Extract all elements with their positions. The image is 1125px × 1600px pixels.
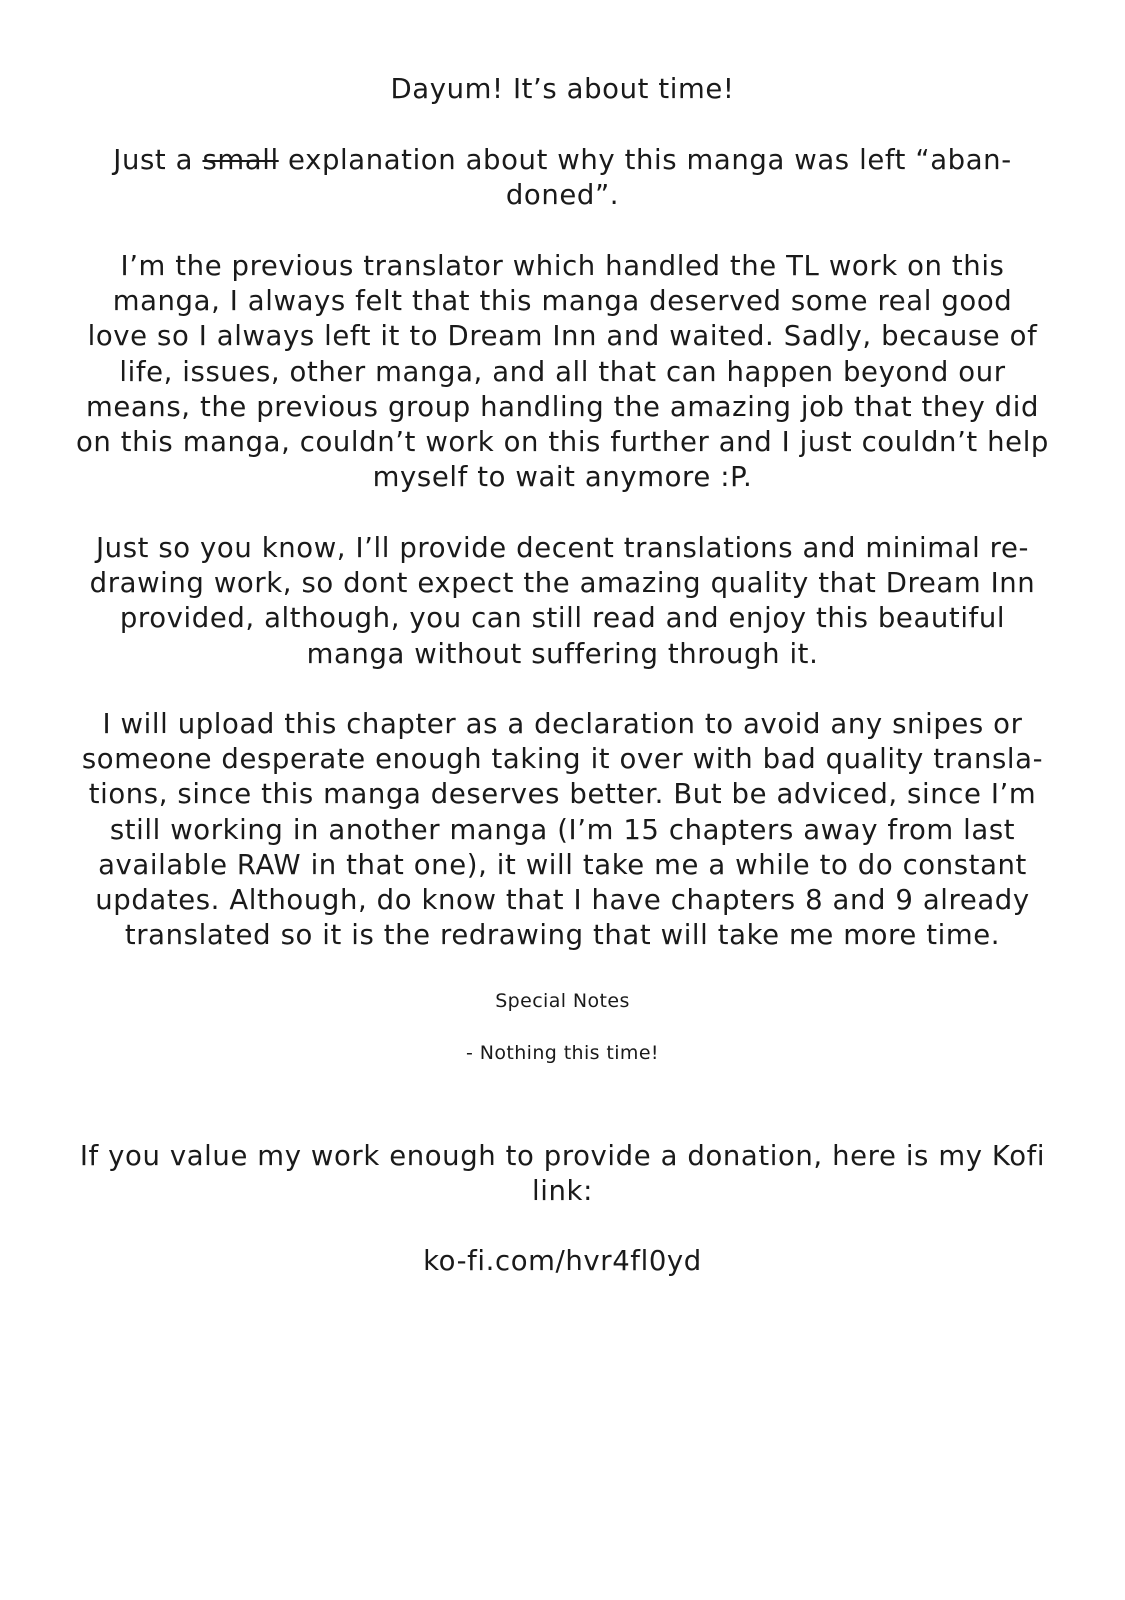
paragraph-upload-declaration [60, 707, 1065, 953]
text-line: tions, since this manga deserves better. But be adviced, since I’m [88, 778, 1037, 811]
text-line: still working in another manga (I’m 15 chapters away from last [109, 813, 1016, 846]
text-line: manga without suffering through it. [306, 637, 819, 670]
text-line: drawing work, so dont expect the amazing quality that Dream Inn [89, 567, 1036, 600]
text-line: Just so you know, I’ll provide decent translations and minimal re- [95, 532, 1030, 564]
text-line: I’m the previous translator which handled the TL work on this [120, 250, 1005, 282]
text-line: means, the previous group handling the amazing job that they did [85, 390, 1040, 423]
explanation-prefix: Just a [113, 144, 203, 176]
special-notes-item: - Nothing this time! [466, 1042, 659, 1064]
kofi-link: ko-fi.com/hvr4fl0yd [423, 1245, 702, 1277]
paragraph-quality-notice [60, 531, 1065, 672]
text-line: translated so it is the redrawing that will take me more time. [124, 919, 1001, 952]
text-line: manga, I always felt that this manga deserved some real good [112, 285, 1013, 318]
explanation-line [60, 143, 1065, 213]
text-line: provided, although, you can still read and enjoy this beautiful [119, 602, 1006, 635]
greeting-heading: Dayum! It’s about time! [390, 73, 735, 105]
text-line: I will upload this chapter as a declaration to avoid any snipes or [102, 708, 1023, 740]
text-line: someone desperate enough taking it over with bad quality transla- [81, 743, 1044, 776]
text-line: link: [532, 1175, 593, 1208]
explanation-continuation: doned”. [505, 179, 620, 212]
text-line: myself to wait anymore :P. [372, 461, 753, 494]
text-line: life, issues, other manga, and all that can happen beyond our [119, 355, 1006, 388]
struck-word: small [202, 144, 279, 176]
paragraph-previous-translator [60, 249, 1065, 495]
text-line: available RAW in that one), it will take me a while to do constant [98, 848, 1027, 881]
special-notes-heading: Special Notes [495, 990, 630, 1012]
text-line: on this manga, couldn’t work on this further and I just couldn’t help [75, 426, 1049, 459]
text-line: love so I always left it to Dream Inn and waited. Sadly, because of [87, 320, 1038, 353]
donation-text [60, 1139, 1065, 1209]
text-line: updates. Although, do know that I have chapters 8 and 9 already [95, 884, 1030, 917]
text-line: If you value my work enough to provide a donation, here is my Kofi [79, 1140, 1046, 1172]
explanation-suffix: explanation about why this manga was left “aban- [278, 144, 1012, 176]
